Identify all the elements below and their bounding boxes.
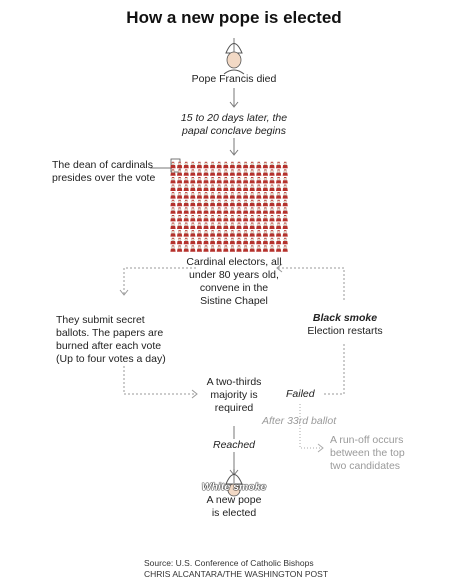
cardinal-figure	[223, 230, 228, 236]
cardinal-figure	[243, 162, 248, 168]
cardinal-figure	[276, 200, 281, 206]
cardinal-figure	[250, 185, 255, 191]
cardinal-figure	[190, 177, 195, 183]
cardinal-figure	[283, 207, 288, 213]
cardinal-figure	[283, 215, 288, 221]
cardinal-figure	[250, 192, 255, 198]
cardinal-figure	[223, 223, 228, 229]
cardinal-figure	[269, 238, 274, 244]
cardinal-figure	[190, 215, 195, 221]
cardinal-figure	[236, 162, 241, 168]
cardinal-figure	[269, 162, 274, 168]
cardinal-figure	[243, 192, 248, 198]
source-line: Source: U.S. Conference of Catholic Bishops	[144, 558, 314, 568]
page-title: How a new pope is elected	[126, 8, 342, 27]
cardinal-figure	[170, 238, 175, 244]
cardinal-figure	[217, 177, 222, 183]
cardinal-figure	[236, 245, 241, 251]
cardinal-figure	[203, 230, 208, 236]
cardinal-figure	[190, 223, 195, 229]
cardinal-figure	[177, 238, 182, 244]
majority-line-1: A two-thirds	[206, 376, 262, 388]
cardinal-figure	[184, 192, 189, 198]
failed-label: Failed	[286, 388, 315, 400]
cardinal-figure	[230, 192, 235, 198]
cardinal-figure	[177, 215, 182, 221]
cardinal-figure	[190, 245, 195, 251]
cardinal-figure	[223, 245, 228, 251]
pope-died-label: Pope Francis died	[191, 73, 277, 85]
cardinal-figure	[243, 245, 248, 251]
cardinal-figure	[269, 185, 274, 191]
cardinal-figure	[217, 215, 222, 221]
cardinal-figure	[256, 223, 261, 229]
new-pope-label	[174, 494, 294, 520]
cardinal-figure	[256, 245, 261, 251]
dean-line-1: The dean of cardinals	[52, 159, 153, 171]
runoff-label	[330, 434, 450, 473]
cardinal-figure	[250, 177, 255, 183]
runoff-arrowhead	[318, 444, 323, 452]
cardinal-figure	[243, 200, 248, 206]
cardinal-figure	[269, 245, 274, 251]
cardinal-figure	[223, 200, 228, 206]
cardinal-figure	[256, 162, 261, 168]
cardinal-figure	[203, 245, 208, 251]
cardinal-figure	[190, 162, 195, 168]
cardinal-figure	[250, 162, 255, 168]
cardinal-figure	[243, 223, 248, 229]
cardinal-figure	[276, 223, 281, 229]
cardinal-figure	[269, 200, 274, 206]
pope-icon	[224, 38, 244, 74]
cardinal-figure	[217, 185, 222, 191]
cardinal-figure	[243, 230, 248, 236]
cardinal-figure	[256, 238, 261, 244]
cardinal-figure	[283, 200, 288, 206]
cardinal-figure	[269, 192, 274, 198]
cardinal-figure	[210, 169, 215, 175]
cardinal-figure	[256, 177, 261, 183]
cardinal-figure	[256, 200, 261, 206]
cardinal-figure	[236, 185, 241, 191]
cardinal-figure	[197, 215, 202, 221]
cardinal-figure	[263, 230, 268, 236]
cardinal-figure	[184, 200, 189, 206]
cardinal-figure	[283, 230, 288, 236]
cardinal-figure	[177, 200, 182, 206]
cardinal-figure	[230, 223, 235, 229]
cardinal-figure	[263, 177, 268, 183]
cardinal-figure	[184, 230, 189, 236]
cardinal-figure	[170, 245, 175, 251]
cardinal-figure	[276, 162, 281, 168]
ballots-line-2: ballots. The papers are	[56, 327, 164, 339]
cardinal-figure	[203, 192, 208, 198]
cardinal-figure	[210, 215, 215, 221]
electors-line-4: Sistine Chapel	[200, 295, 268, 307]
credit-line: CHRIS ALCANTARA/THE WASHINGTON POST	[144, 569, 329, 579]
cardinal-figure	[230, 245, 235, 251]
cardinal-figure	[269, 207, 274, 213]
cardinal-figure	[177, 223, 182, 229]
cardinal-figure	[223, 192, 228, 198]
conclave-line-1: 15 to 20 days later, the	[180, 112, 288, 124]
cardinal-figure	[243, 177, 248, 183]
cardinal-figure	[243, 169, 248, 175]
cardinal-figure	[203, 207, 208, 213]
cardinal-figure	[276, 192, 281, 198]
cardinal-figure	[283, 192, 288, 198]
cardinal-figure	[243, 238, 248, 244]
cardinal-figure	[184, 238, 189, 244]
cardinal-figure	[283, 162, 288, 168]
cardinal-figure	[283, 169, 288, 175]
cardinal-figure	[210, 245, 215, 251]
cardinal-figure	[184, 245, 189, 251]
ballots-line-4: (Up to four votes a day)	[56, 353, 166, 365]
cardinal-figure	[210, 223, 215, 229]
cardinal-figure	[250, 238, 255, 244]
cardinal-figure	[197, 245, 202, 251]
cardinal-figure	[170, 223, 175, 229]
cardinal-figure	[184, 207, 189, 213]
cardinal-figure	[276, 207, 281, 213]
cardinal-figure	[243, 185, 248, 191]
cardinal-figure	[203, 223, 208, 229]
cardinal-figure	[269, 177, 274, 183]
majority-line-2: majority is	[210, 389, 258, 401]
cardinal-figure	[269, 230, 274, 236]
cardinal-figure	[256, 185, 261, 191]
cardinal-figure	[250, 169, 255, 175]
cardinal-figure	[223, 162, 228, 168]
cardinal-figure	[263, 185, 268, 191]
cardinal-figure	[203, 238, 208, 244]
cardinal-figure	[263, 207, 268, 213]
cardinal-figure	[283, 238, 288, 244]
ballots-line-3: burned after each vote	[56, 340, 162, 352]
cardinal-figure	[170, 207, 175, 213]
cardinal-figure	[223, 169, 228, 175]
cardinal-figure	[203, 162, 208, 168]
cardinal-figure	[276, 177, 281, 183]
black-smoke-label: Black smoke	[312, 312, 378, 324]
cardinal-figure	[236, 207, 241, 213]
cardinal-figure	[230, 200, 235, 206]
cardinal-figure	[236, 192, 241, 198]
cardinal-figure	[197, 200, 202, 206]
cardinal-figure	[230, 215, 235, 221]
cardinal-figure	[197, 162, 202, 168]
cardinal-figure	[197, 238, 202, 244]
cardinal-figure	[197, 185, 202, 191]
cardinal-figure	[256, 192, 261, 198]
after-33rd-label: After 33rd ballot	[262, 415, 337, 427]
conclave-label	[144, 112, 324, 138]
cardinal-figure	[217, 230, 222, 236]
dean-label	[52, 159, 182, 185]
cardinal-figure	[197, 207, 202, 213]
cardinal-figure	[283, 185, 288, 191]
cardinal-figure	[256, 230, 261, 236]
cardinal-figure	[210, 207, 215, 213]
majority-label	[196, 376, 272, 415]
cardinal-figure	[223, 238, 228, 244]
cardinal-figure	[217, 162, 222, 168]
electors-label	[170, 256, 298, 308]
cardinal-figure	[236, 215, 241, 221]
cardinal-figure	[217, 245, 222, 251]
cardinal-figure	[283, 245, 288, 251]
reached-label: Reached	[194, 439, 274, 452]
cardinal-figure	[170, 230, 175, 236]
cardinal-figure	[217, 207, 222, 213]
cardinal-figure	[230, 230, 235, 236]
cardinal-figure	[217, 200, 222, 206]
cardinal-figure	[223, 177, 228, 183]
cardinal-figure	[250, 200, 255, 206]
cardinal-figure	[210, 238, 215, 244]
cardinal-figure	[177, 207, 182, 213]
cardinal-figure	[236, 169, 241, 175]
cardinal-figure	[170, 200, 175, 206]
cardinal-figure	[263, 192, 268, 198]
cardinal-figure	[184, 162, 189, 168]
cardinal-figure	[170, 215, 175, 221]
cardinal-figure	[283, 177, 288, 183]
cardinal-figure	[210, 192, 215, 198]
cardinal-figure	[276, 230, 281, 236]
new-pope-line-2: is elected	[211, 507, 257, 519]
cardinal-figure	[236, 200, 241, 206]
cardinal-figure	[276, 245, 281, 251]
cardinal-figure	[276, 238, 281, 244]
cardinal-figure	[203, 185, 208, 191]
cardinal-figure	[276, 185, 281, 191]
electors-line-1: Cardinal electors, all	[186, 256, 282, 268]
cardinal-figure	[243, 215, 248, 221]
cardinal-figure	[263, 200, 268, 206]
cardinal-figure	[177, 185, 182, 191]
cardinal-figure	[250, 230, 255, 236]
cardinal-figure	[184, 177, 189, 183]
cardinal-figure	[184, 223, 189, 229]
cardinal-figure	[256, 207, 261, 213]
cardinal-figure	[236, 238, 241, 244]
majority-line-3: required	[214, 402, 254, 414]
source-credit	[144, 558, 328, 580]
white-smoke-wrap	[174, 481, 294, 494]
cardinal-figure	[223, 207, 228, 213]
cardinal-figure	[177, 192, 182, 198]
cardinal-figure	[250, 215, 255, 221]
cardinal-figure	[217, 223, 222, 229]
cardinal-figure	[190, 192, 195, 198]
cardinal-figure	[217, 192, 222, 198]
cardinal-figure	[197, 177, 202, 183]
cardinal-figure	[210, 185, 215, 191]
cardinal-figure	[230, 177, 235, 183]
cardinal-figure	[230, 162, 235, 168]
runoff-line-1: A run-off occurs	[330, 434, 404, 446]
cardinal-figure	[250, 245, 255, 251]
cardinal-figure	[223, 185, 228, 191]
cardinal-figure	[184, 185, 189, 191]
cardinal-figure	[269, 169, 274, 175]
cardinal-grid	[170, 162, 287, 252]
cardinal-figure	[197, 230, 202, 236]
cardinal-figure	[190, 230, 195, 236]
cardinal-figure	[170, 185, 175, 191]
cardinal-figure	[263, 162, 268, 168]
cardinal-figure	[203, 200, 208, 206]
cardinal-figure	[250, 223, 255, 229]
cardinal-figure	[190, 185, 195, 191]
cardinal-figure	[210, 230, 215, 236]
cardinal-figure	[203, 169, 208, 175]
cardinal-figure	[243, 207, 248, 213]
cardinal-figure	[190, 169, 195, 175]
cardinal-figure	[263, 245, 268, 251]
ballots-line-1: They submit secret	[56, 314, 145, 326]
cardinal-figure	[210, 177, 215, 183]
cardinal-figure	[283, 223, 288, 229]
cardinal-figure	[263, 238, 268, 244]
cardinal-figure	[236, 223, 241, 229]
cardinal-figure	[203, 215, 208, 221]
cardinal-figure	[177, 245, 182, 251]
ballots-label	[56, 314, 190, 366]
cardinal-figure	[230, 169, 235, 175]
cardinal-figure	[197, 192, 202, 198]
cardinal-figure	[184, 215, 189, 221]
cardinal-figure	[269, 215, 274, 221]
restart-label	[290, 312, 400, 338]
cardinal-figure	[210, 200, 215, 206]
cardinal-figure	[276, 215, 281, 221]
cardinal-figure	[197, 169, 202, 175]
cardinal-figure	[230, 185, 235, 191]
cardinal-figure	[203, 177, 208, 183]
cardinal-figure	[217, 238, 222, 244]
cardinal-figure	[217, 169, 222, 175]
cardinal-figure	[236, 230, 241, 236]
cardinal-figure	[269, 223, 274, 229]
cardinal-figure	[170, 192, 175, 198]
white-smoke-label: White smoke	[201, 481, 267, 493]
cardinal-figure	[210, 162, 215, 168]
cardinal-figure	[236, 177, 241, 183]
new-pope-line-1: A new pope	[206, 494, 262, 506]
cardinal-figure	[230, 238, 235, 244]
cardinal-figure	[276, 169, 281, 175]
electors-line-3: convene in the	[199, 282, 269, 294]
runoff-line-3: two candidates	[330, 460, 401, 472]
election-restarts-label: Election restarts	[307, 325, 383, 337]
runoff-line-2: between the top	[330, 447, 405, 459]
cardinal-figure	[177, 230, 182, 236]
dean-line-2: presides over the vote	[52, 172, 156, 184]
cardinal-figure	[230, 207, 235, 213]
cardinal-figure	[190, 238, 195, 244]
cardinal-figure	[263, 223, 268, 229]
cardinal-figure	[184, 169, 189, 175]
cardinal-figure	[256, 169, 261, 175]
cardinal-figure	[223, 215, 228, 221]
cardinal-figure	[256, 215, 261, 221]
cardinal-figure	[197, 223, 202, 229]
conclave-line-2: papal conclave begins	[182, 125, 286, 137]
cardinal-figure	[190, 207, 195, 213]
cardinal-figure	[263, 215, 268, 221]
cardinal-figure	[263, 169, 268, 175]
cardinal-figure	[190, 200, 195, 206]
electors-line-2: under 80 years old,	[189, 269, 279, 281]
cardinal-figure	[250, 207, 255, 213]
